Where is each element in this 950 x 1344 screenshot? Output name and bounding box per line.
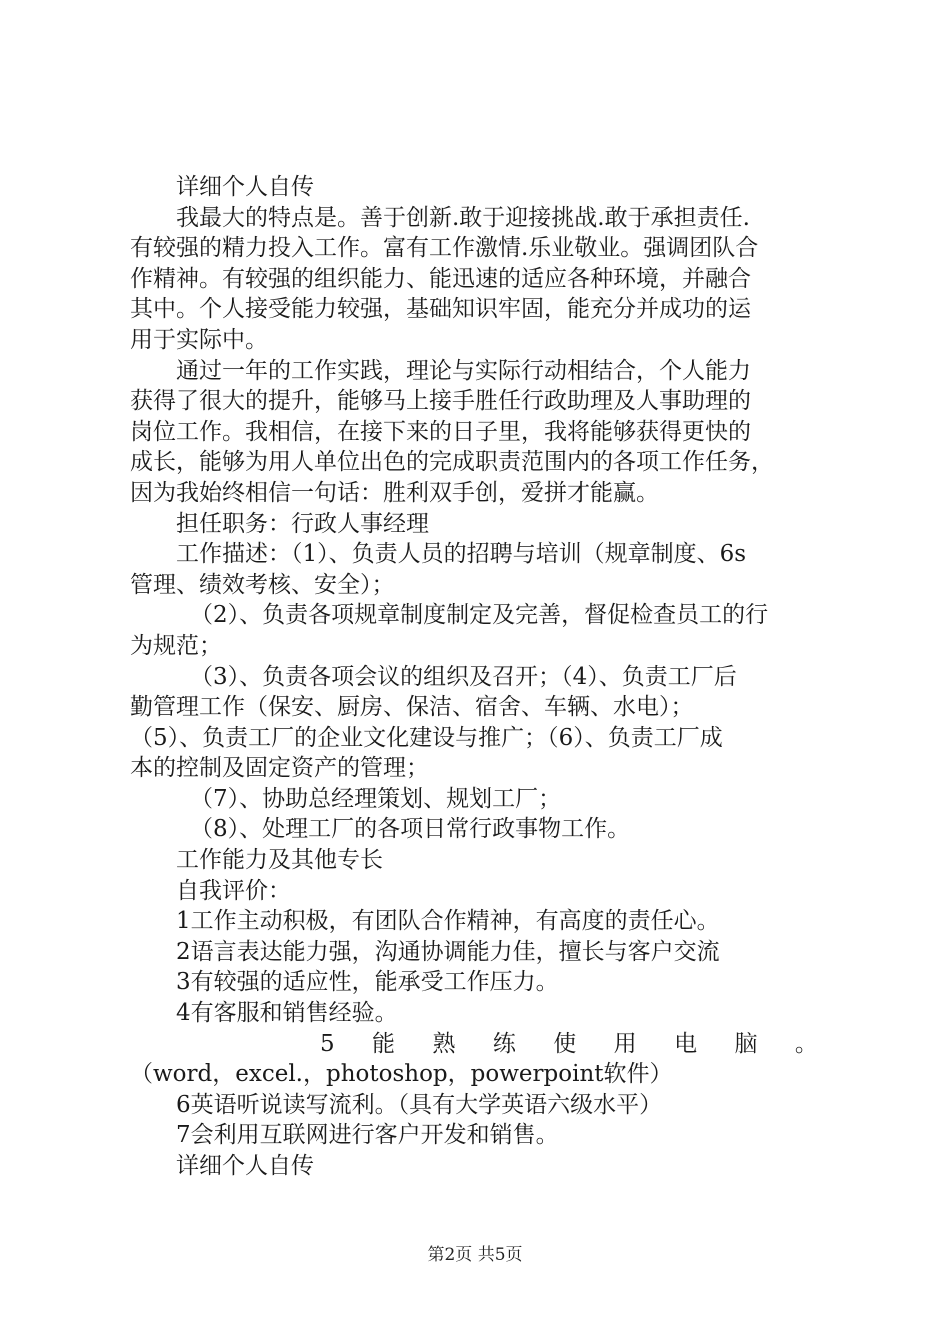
text-line: （3）、负责各项会议的组织及召开；（4）、负责工厂后 <box>190 663 737 690</box>
text-line: 作精神。有较强的组织能力、能迅速的适应各种环境，并融合 <box>130 265 751 292</box>
page-number: 第2页 共5页 <box>427 1245 523 1265</box>
text-line: 工作能力及其他专长 <box>176 847 383 874</box>
text-line: 4有客服和销售经验。 <box>176 1000 398 1027</box>
text-line: 管理、绩效考核、安全）； <box>130 571 395 598</box>
text-line: 2语言表达能力强，沟通协调能力佳，擅长与客户交流 <box>176 938 720 965</box>
spread-char: 熟 <box>432 1030 456 1057</box>
text-line: 获得了很大的提升，能够马上接手胜任行政助理及人事助理的 <box>130 388 751 415</box>
text-line: 成长，能够为用人单位出色的完成职责范围内的各项工作任务， <box>130 449 774 476</box>
paragraph-block-end <box>130 1059 830 1181</box>
text-line: 岗位工作。我相信，在接下来的日子里，我将能够获得更快的 <box>130 418 751 445</box>
spread-char: 。 <box>794 1030 818 1057</box>
text-line: （word，excel.，photoshop，powerpoint软件） <box>130 1061 673 1088</box>
text-line: 自我评价： <box>176 877 291 904</box>
text-line: 1工作主动积极，有团队合作精神，有高度的责任心。 <box>176 908 720 935</box>
text-line: 为规范； <box>130 632 222 659</box>
text-line: 本的控制及固定资产的管理； <box>130 755 429 782</box>
paragraph-block <box>130 172 830 1029</box>
spread-char: 脑 <box>734 1030 758 1057</box>
text-line: 我最大的特点是。善于创新.敢于迎接挑战.敢于承担责任. <box>176 204 750 231</box>
text-line: （8）、处理工厂的各项日常行政事物工作。 <box>190 816 631 843</box>
text-line: 7会利用互联网进行客户开发和销售。 <box>176 1122 559 1149</box>
spread-char: 电 <box>674 1030 698 1057</box>
spread-char: 练 <box>492 1030 516 1057</box>
text-line: （7）、协助总经理策划、规划工厂； <box>190 785 562 812</box>
text-line: 因为我始终相信一句话：胜利双手创，爱拼才能赢。 <box>130 479 659 506</box>
spread-char: 用 <box>613 1030 637 1057</box>
text-line: （2）、负责各项规章制度制定及完善，督促检查员工的行 <box>190 602 769 629</box>
text-line: （5）、负责工厂的企业文化建设与推广；（6）、负责工厂成 <box>130 724 723 751</box>
text-line: 详细个人自传 <box>176 174 314 200</box>
text-line: 有较强的精力投入工作。富有工作激情.乐业敬业。强调团队合 <box>130 235 759 262</box>
text-line: 详细个人自传 <box>176 1153 314 1179</box>
spread-char: 能 <box>372 1030 396 1057</box>
text-line: 6英语听说读写流利。（具有大学英语六级水平） <box>176 1091 663 1118</box>
text-line: 工作描述：（1）、负责人员的招聘与培训（规章制度、6s <box>176 541 747 568</box>
spread-line <box>130 1029 830 1060</box>
text-line: 3有较强的适应性，能承受工作压力。 <box>176 969 559 996</box>
spread-char: 使 <box>553 1030 577 1057</box>
text-line: 勤管理工作（保安、厨房、保洁、宿舍、车辆、水电）； <box>130 694 694 721</box>
text-line: 担任职务：行政人事经理 <box>176 510 429 537</box>
text-line: 通过一年的工作实践，理论与实际行动相结合，个人能力 <box>176 357 751 384</box>
text-line: 用于实际中。 <box>130 326 268 353</box>
document-body <box>130 172 830 1182</box>
spread-char: 5 <box>320 1030 335 1057</box>
text-line: 其中。个人接受能力较强，基础知识牢固，能充分并成功的运 <box>130 296 751 323</box>
